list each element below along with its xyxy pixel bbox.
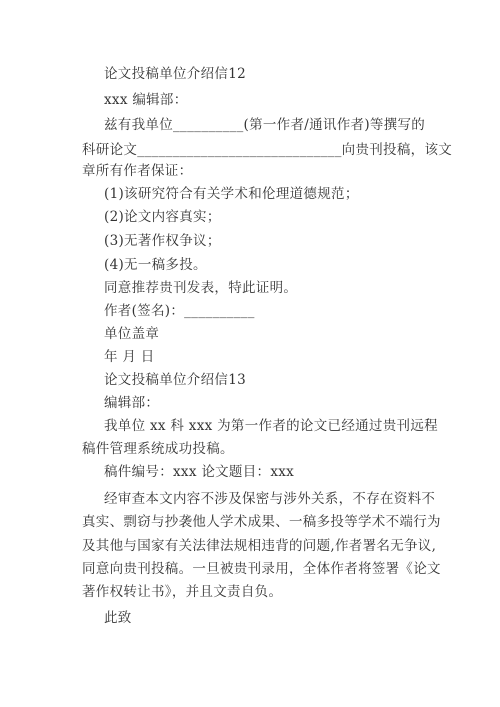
letter12-para1-line3: 章所有作者保证： <box>82 163 193 179</box>
letter13-para1-line1: 我单位 xx 科 xxx 为第一作者的论文已经通过贵刊远程 <box>104 418 438 434</box>
letter12-item-4: (4)无一稿多投。 <box>104 257 207 273</box>
letter13-para2-line5: 著作权转让书》，并且文责自负。 <box>82 584 283 600</box>
letter12-recommend: 同意推荐贵刊发表，特此证明。 <box>104 280 298 296</box>
letter13-title: 论文投稿单位介绍信13 <box>104 372 246 388</box>
letter12-date: 年 月 日 <box>104 349 155 365</box>
letter13-closing: 此致 <box>104 610 132 626</box>
letter12-para1-line2: 科研论文_____________________________向贵刊投稿，该文 <box>82 142 453 158</box>
letter13-para2-line3: 及其他与国家有关法律法规相违背的问题,作者署名无争议, <box>82 538 437 554</box>
letter13-para2-line2: 真实、剽窃与抄袭他人学术成果、一稿多投等学术不端行为 <box>82 514 441 530</box>
letter12-item-1: (1)该研究符合有关学术和伦理道德规范； <box>104 186 359 202</box>
letter12-item-2: (2)论文内容真实； <box>104 209 221 225</box>
letter12-title: 论文投稿单位介绍信12 <box>104 66 246 82</box>
letter13-salutation: 编辑部： <box>104 395 160 411</box>
letter12-unit-seal: 单位盖章 <box>104 326 160 342</box>
letter12-author-signature: 作者(签名)：__________ <box>104 303 255 319</box>
letter12-item-3: (3)无著作权争议； <box>104 233 221 249</box>
letter13-para2-line4: 同意向贵刊投稿。一旦被贵刊录用，全体作者将签署《论文 <box>82 561 441 577</box>
letter13-para2-line1: 经审查本文内容不涉及保密与涉外关系，不存在资料不 <box>104 491 436 507</box>
letter13-para1-line2: 稿件管理系统成功投稿。 <box>82 441 234 457</box>
letter13-manuscript-info: 稿件编号：xxx 论文题目：xxx <box>104 464 295 480</box>
letter12-salutation: xxx 编辑部： <box>104 92 188 108</box>
letter12-para1-line1: 兹有我单位__________(第一作者/通讯作者)等撰写的 <box>104 117 426 133</box>
